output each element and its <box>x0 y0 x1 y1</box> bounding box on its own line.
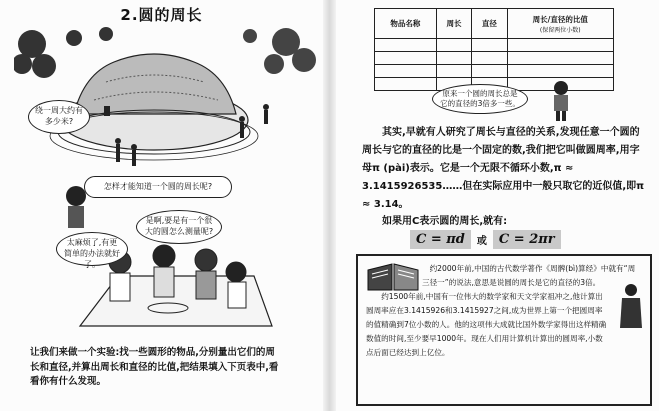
table-header-cell: 直径 <box>472 9 507 39</box>
student-complaint-bubble: 太麻烦了,有更简单的办法就好了。 <box>56 232 128 266</box>
history-paragraph-2: 约1500年前,中国有一位伟大的数学家和天文学家祖冲之,他计算出圆周率应在3.1415926和3.1415927之间,成为世界上第一个把圆周率的值精确到7位小数的人。他的这项伟大成就比国外数学家得出这样精确数值的时间,至少要早1000年。现在人们用计算机计算出的圆周率,小数点后面已经达到上亿位。 <box>366 292 607 357</box>
table-row <box>375 39 614 52</box>
girl-icon <box>548 80 574 122</box>
formula-row <box>410 230 561 249</box>
table-cell <box>472 39 507 52</box>
experiment-paragraph: 让我们来做一个实验:找一些圆形的物品,分别量出它们的周长和直径,并算出周长和直径的比值,把结果填入下页表中,看看你有什么发现。 <box>30 347 279 387</box>
teacher-question-bubble: 怎样才能知道一个圆的周长呢? <box>84 176 232 198</box>
hill-question-bubble: 绕一周大约有多少米? <box>28 100 90 134</box>
history-paragraph-1: 约2000年前,中国的古代数学著作《周髀(bì)算经》中就有“周三径一”的说法,意思是说圆的周长是它的直径的3倍。 <box>422 264 636 287</box>
formula-diameter: C = πd <box>410 230 471 249</box>
table-cell <box>436 65 471 78</box>
table-cell <box>436 39 471 52</box>
formula-radius: C = 2πr <box>493 230 561 249</box>
lesson-title: 2.圆的周长 <box>120 6 203 24</box>
table-header-cell: 物品名称 <box>375 9 437 39</box>
table-cell <box>472 65 507 78</box>
table-cell <box>375 65 437 78</box>
ratio-header-label: 周长/直径的比值 <box>532 14 588 24</box>
measurement-table <box>374 8 614 91</box>
table-header-cell: 周长 <box>436 9 471 39</box>
table-cell <box>507 65 614 78</box>
formula-or: 或 <box>476 236 487 247</box>
table-header-ratio <box>507 9 614 39</box>
circular-hill-illustration <box>14 24 316 174</box>
history-box <box>356 254 652 406</box>
table-row <box>375 65 614 78</box>
table-cell <box>436 52 471 65</box>
reading-book-icon <box>364 260 422 294</box>
zu-chongzhi-figure-icon <box>618 282 644 330</box>
table-cell <box>507 39 614 52</box>
table-row <box>375 52 614 65</box>
table-cell <box>375 39 437 52</box>
ratio-header-note: (保留两位小数) <box>539 26 581 34</box>
discovery-note-bubble: 原来一个圆的周长总是它的直径的3倍多一些。 <box>432 84 528 114</box>
right-page <box>336 0 659 411</box>
table-cell <box>375 78 437 91</box>
table-header-row <box>375 9 614 39</box>
formula-intro: 如果用C表示圆的周长,就有: <box>382 216 508 227</box>
student-question-bubble: 是啊,要是有一个很大的圆怎么测量呢? <box>136 210 222 244</box>
left-page <box>0 0 323 411</box>
table-cell <box>507 52 614 65</box>
pi-explanation-paragraph: 其实,早就有人研究了周长与直径的关系,发现任意一个圆的周长与它的直径的比是一个固定的数,我们把它叫做圆周率,用字母π (pài)表示。它是一个无限不循环小数,π ≈ 3.1415926535……但在实际应用中一般只取它的近似值,即π ≈ 3.14。 <box>362 127 645 210</box>
book-gutter <box>323 0 336 411</box>
table-cell <box>375 52 437 65</box>
table-cell <box>472 52 507 65</box>
